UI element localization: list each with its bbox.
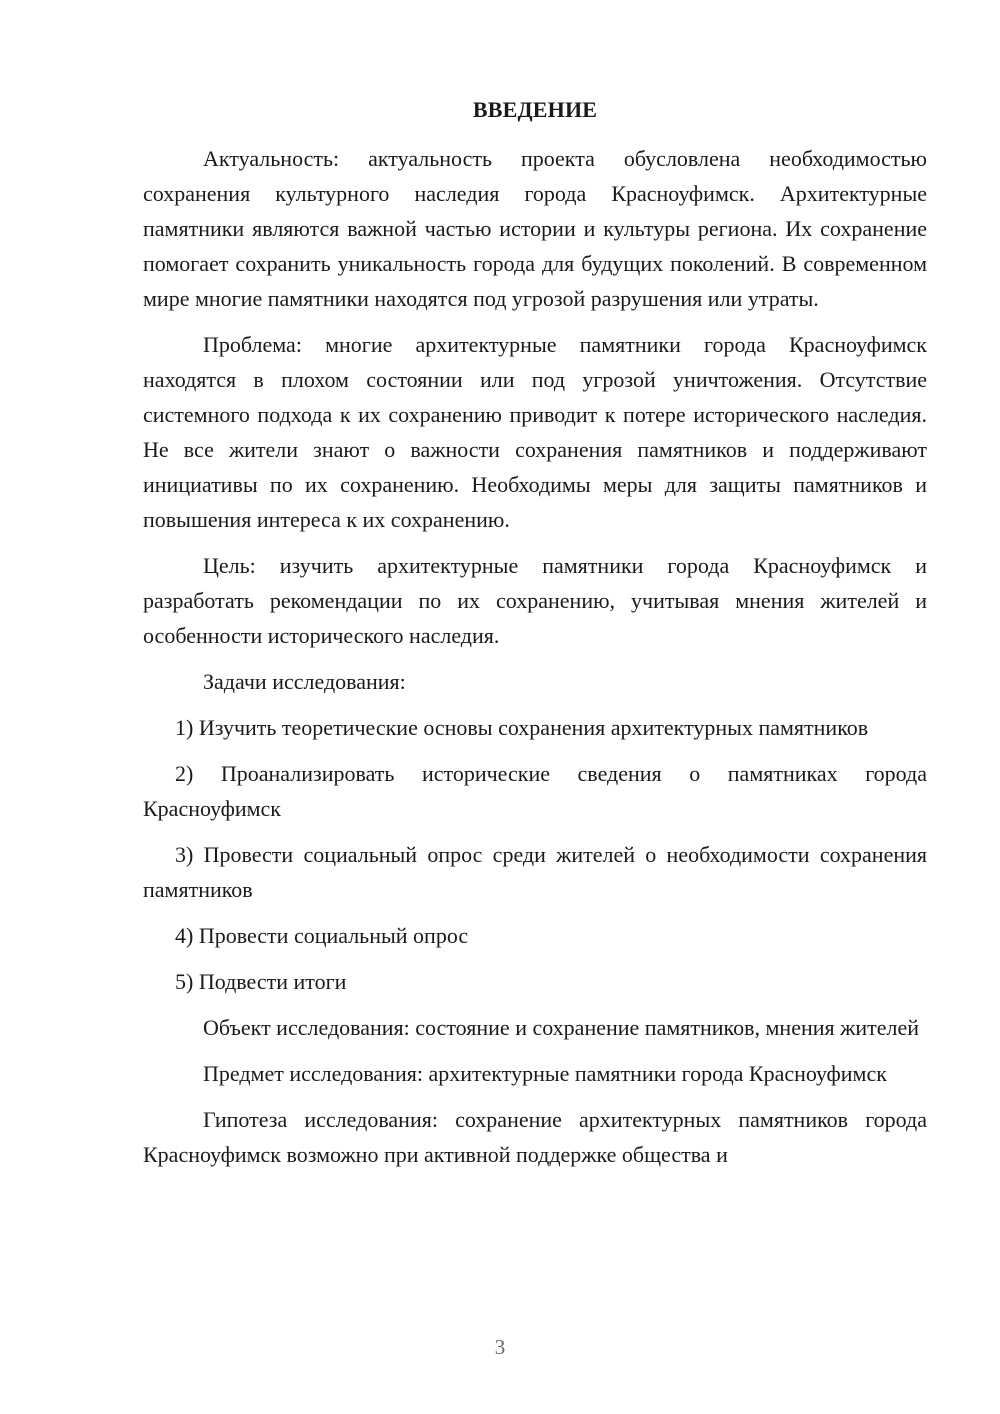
task-item-5: 5) Подвести итоги [175,969,347,994]
object-paragraph: Объект исследования: состояние и сохранение памятников, мнения жителей [203,1015,919,1040]
goal-paragraph: Цель: изучить архитектурные памятники города Красноуфимск и разработать рекомендации по их сохранению, учитывая мнения жителей и особенности исторического наследия. [143,553,927,648]
task-item-4: 4) Провести социальный опрос [175,923,469,948]
tasks-title: Задачи исследования: [203,669,406,694]
problem-paragraph: Проблема: многие архитектурные памятники города Красноуфимск находятся в плохом состоянии или под угрозой уничтожения. Отсутствие системного подхода к их сохранению приводит к потере исторического наследия. Не все жители знают о важности сохранения памятников и поддерживают инициативы по их сохранению. Необходимы меры для защиты памятников и повышения интереса к их сохранению. [143,332,927,532]
page-number: 3 [494,1335,506,1359]
subject-paragraph: Предмет исследования: архитектурные памятники города Красноуфимск [203,1061,887,1086]
hypothesis-paragraph: Гипотеза исследования: сохранение архитектурных памятников города Красноуфимск возможно при активной поддержке общества и [143,1107,927,1167]
relevance-paragraph: Актуальность: актуальность проекта обусловлена необходимостью сохранения культурного наследия города Красноуфимск. Архитектурные памятники являются важной частью истории и культуры региона. Их сохранение помогает сохранить уникальность города для будущих поколений. В современном мире многие памятники находятся под угрозой разрушения или утраты. [143,146,927,311]
page-heading: ВВЕДЕНИЕ [472,97,598,122]
task-item-3: 3) Провести социальный опрос среди жителей о необходимости сохранения памятников [143,842,927,902]
page-content [143,93,927,1183]
task-item-2: 2) Проанализировать исторические сведения о памятниках города Красноуфимск [143,761,927,821]
task-item-1: 1) Изучить теоретические основы сохранения архитектурных памятников [175,715,869,740]
